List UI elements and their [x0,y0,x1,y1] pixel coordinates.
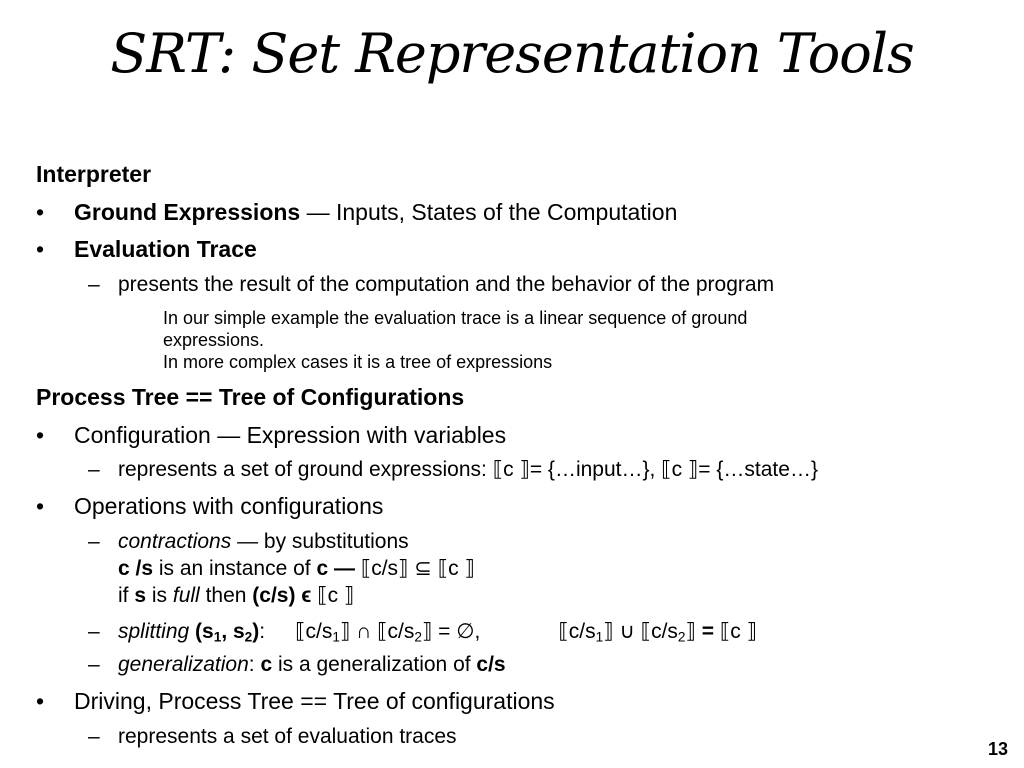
contractions-line-3 [118,584,354,608]
generalization-line [118,653,506,677]
text: , s [221,620,245,643]
bullet-icon: • [36,199,45,225]
text: if [118,584,135,607]
contractions-desc: — by substitutions [231,530,409,553]
dash-icon: – [88,653,100,676]
subscript: 2 [677,629,686,645]
text: ⟧ = ∅, [421,620,481,643]
ground-expressions-desc: Inputs, States of the Computation [336,199,678,225]
text: then [199,584,253,607]
text: ⟧ [685,620,696,643]
driving-description: represents a set of evaluation traces [118,725,457,748]
text: is an instance of [153,557,317,580]
dash-icon: – [88,530,100,553]
section-heading-interpreter: Interpreter [36,161,152,187]
note-line-1: In our simple example the evaluation trace is a linear sequence of ground [163,308,748,328]
page-number: 13 [987,739,1008,759]
text: ) [252,620,260,643]
term-ground-expressions: Ground Expressions [74,199,301,225]
text: ⟧ ∪ ⟦c/s [603,620,678,643]
note-line-2: expressions. [163,330,265,350]
em-dash: — [328,557,361,580]
configuration-description: represents a set of ground expressions: ⟦c ⟧= {…input…}, ⟦c ⟧= {…state…} [118,458,818,481]
bullet-driving: Driving, Process Tree == Tree of configurations [74,688,555,714]
text: : [248,653,261,676]
bullet-icon: • [36,422,45,448]
bullet-ground-expressions [74,199,677,225]
dash-icon: – [88,620,100,643]
text: is a generalization of [272,653,477,676]
subscript: 2 [244,629,253,645]
term-full: full [172,584,200,607]
var-c-s: c/s [476,653,506,676]
subscript: 1 [595,629,604,645]
var-c: c [260,653,273,676]
set-c: ⟦c ⟧ [719,620,757,643]
subscript: 1 [213,629,222,645]
text: is [146,584,173,607]
dash-icon: – [88,458,100,481]
membership: (c/s) ϵ [252,584,318,607]
term-contractions: contractions [118,530,232,553]
text: ⟧ ∩ ⟦c/s [339,620,415,643]
text: ⟦c/s [295,620,333,643]
term-splitting: splitting [118,620,190,643]
contractions-line-1 [118,530,409,554]
subscript: 1 [332,629,340,645]
term-generalization: generalization [118,653,249,676]
equals: = [695,620,720,643]
bullet-evaluation-trace: Evaluation Trace [74,236,257,262]
var-c: c [316,557,329,580]
set-c: ⟦c ⟧ [317,584,355,607]
em-dash-separator: — [300,199,336,225]
note-line-3: In more complex cases it is a tree of expressions [163,352,553,372]
contractions-line-2 [118,557,475,581]
slide-title: SRT: Set Representation Tools [110,22,914,85]
var-c-s: c /s [118,557,154,580]
text: (s [189,620,214,643]
text: ⟦c/s [558,620,596,643]
splitting-line [118,620,757,644]
section-heading-process-tree: Process Tree == Tree of Configurations [36,384,465,410]
subset-formula: ⟦c/s⟧ ⊆ ⟦c ⟧ [360,557,475,580]
text: : [259,620,266,643]
bullet-configuration: Configuration — Expression with variables [74,422,507,448]
bullet-icon: • [36,493,45,519]
bullet-icon: • [36,688,45,714]
bullet-icon: • [36,236,45,262]
var-s: s [134,584,147,607]
trace-description: presents the result of the computation and the behavior of the program [118,273,775,296]
dash-icon: – [88,273,100,296]
dash-icon: – [88,725,100,748]
bullet-operations: Operations with configurations [74,493,384,519]
subscript: 2 [414,629,422,645]
